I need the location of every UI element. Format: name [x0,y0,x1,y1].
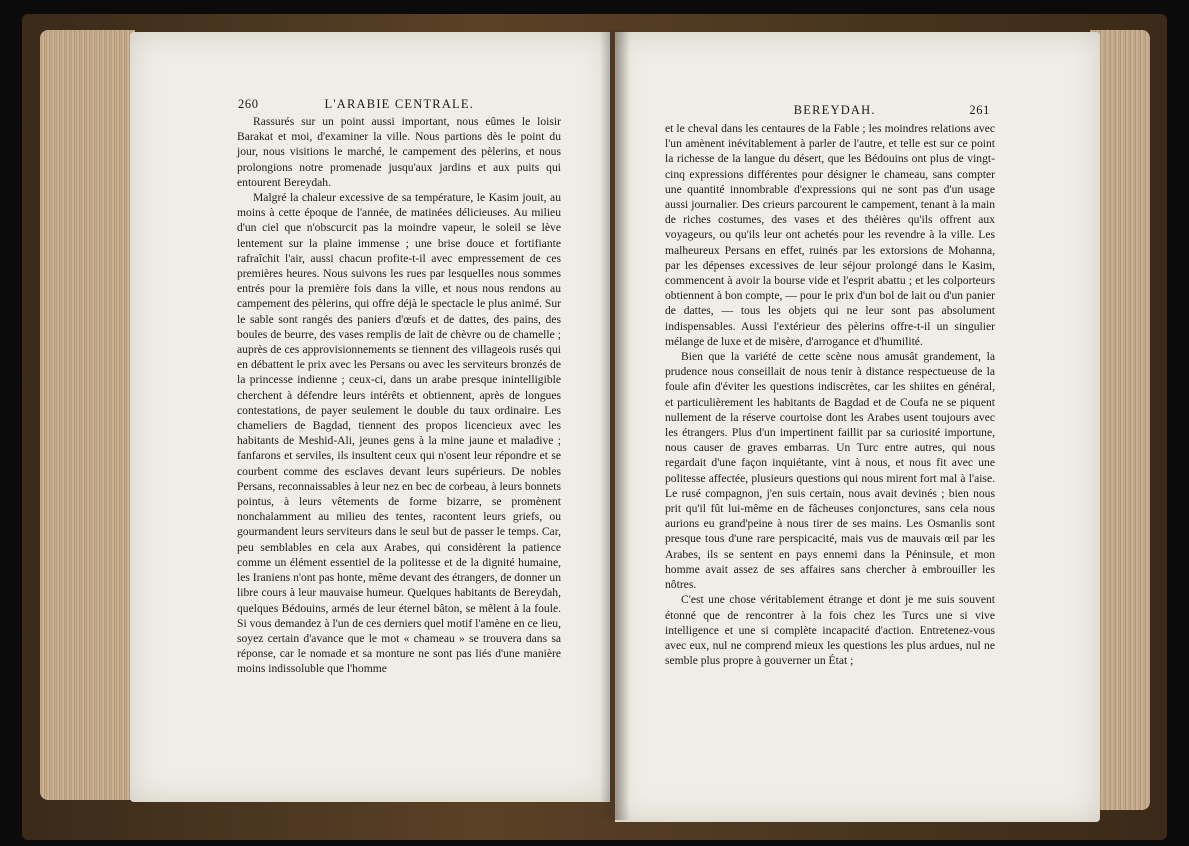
left-running-title: L'ARABIE CENTRALE. [324,97,475,111]
left-paragraph-1: Rassurés sur un point aussi important, nous eûmes le loisir Barakat et moi, d'examiner la ville. Nous partions dès le point du jour, nous visitions le marché, le campement des pèlerins, et nous prolongions notre promenade jusqu'aux jardins et aux puits qui entourent Bereydah. [237,115,561,189]
right-paragraph-1: et le cheval dans les centaures de la Fable ; les moindres relations avec l'un amènent inévitablement à parler de l'autre, et telle est sur ce point la richesse de la langue du désert, que les Bédouins ont plus de vingt-cinq expressions différentes pour désigner le chameau, sans compter une quantité innombrable d'expressions qui ne sont pas d'un usage aussi journalier. Des crieurs parcourent le campement, tenant à la main de riches costumes, des vases et des théières qu'ils offrent aux voyageurs, ou qu'ils leur ont achetés pour les revendre à la ville. Les malheureux Persans en effet, ruinés par les extorsions de Mohanna, par les dépenses excessives de leur séjour prolongé dans le Kasim, commencent à avoir la bourse vide et l'esprit abattu ; et les colporteurs obtiennent à bon compte, — pour le prix d'un bol de lait ou d'un panier de dattes, — tous les objets qui ne leur sont pas absolument indispensables. Aussi l'extérieur des pèlerins offre-t-il un singulier mélange de luxe et de misère, d'arrogance et d'humilité. [665,122,995,348]
left-paragraph-2: Malgré la chaleur excessive de sa température, le Kasim jouit, au moins à cette époque de l'année, de matinées délicieuses. Au milieu d'un ciel que n'obscurcit pas la moindre vapeur, le soleil se lève lentement sur la plaine immense ; une brise douce et fortifiante rafraîchit l'air, aussi chacun profite-t-il avec empressement de ces premières heures. Nous suivons les rues par lesquelles nous sommes entrés pour la première fois dans la ville, et nous nous rendons au campement des pèlerins, qui offre déjà le spectacle le plus animé. Sur le sable sont rangés des paniers d'œufs et de dattes, des pains, des boules de beurre, des vases remplis de lait de chèvre ou de chamelle ; auprès de ces approvisionnements se tiennent des villageois rusés qui en débattent le prix avec les Persans ou avec les serviteurs bronzés de la princesse indienne ; ceux-ci, dans un arabe presque inintelligible cherchent à défendre leurs intérêts et obtiennent, après de longues contestations, de payer seulement le double du taux ordinaire. Les chameliers de Bagdad, tiennent des propos licencieux avec les habitants de Meshid-Ali, jeunes gens à la mine jaune et maladive ; fanfarons et serviles, ils insultent ceux qui n'osent leur répondre et se courbent comme des esclaves devant leurs supérieurs. De nobles Persans, reconnaissables à leur nez en bec de corbeau, à leurs bonnets pointus, à leurs vêtements de forme bizarre, se promènent nonchalamment au milieu des tentes, racontent leurs griefs, ou gourmandent leurs serviteurs dans le seul but de passer le temps. Car, peu semblables en cela aux Arabes, qui considèrent la patience comme un élément essentiel de la politesse et de la dignité humaine, les Iraniens n'ont pas honte, même devant des étrangers, de donner un libre cours à leur mauvaise humeur. Quelques habitants de Bereydah, quelques Bédouins, armés de leur éternel bâton, se mêlent à la foule. Si vous demandez à l'un de ces derniers quel motif l'amène en ce lieu, soyez certain d'avance que le mot « chameau » se trouvera dans sa réponse, car le nomade et sa monture ne sont pas liés d'une manière moins indissoluble que l'homme [237,191,561,676]
right-paragraph-2: Bien que la variété de cette scène nous amusât grandement, la prudence nous conseillait de nous tenir à distance respectueuse de la foule afin d'éviter les questions indiscrètes, car les shiites en général, et particulièrement les habitants de Bagdad et de Coufa ne se piquent nullement de la réserve courtoise dont les Arabes usent toujours avec les étrangers. Plus d'un impertinent faillit par sa curiosité importune, nous causer de graves embarras. Un Turc entre autres, qui nous regardait d'une façon inquiétante, vint à nous, et nous fit avec une politesse affectée, plusieurs questions qui nous mirent fort mal à l'aise. Le rusé compagnon, j'en suis certain, nous avait devinés ; bien nous prit qu'il fût lui-même en de fâcheuses conjonctures, sans cela nous aurions eu grand'peine à nous tirer de ses mains. Les Osmanlis sont presque tous d'une rare perspicacité, mais vus de mauvais œil par les Arabes, ils se sentent en pays ennemi dans la Péninsule, et mon homme avait assez de ses affaires sans chercher à embrouiller les nôtres. [665,350,995,592]
left-page-text [237,114,561,677]
right-page-number: 261 [969,103,990,117]
left-page-number: 260 [238,97,259,111]
left-page-header [238,97,560,112]
right-paragraph-3: C'est une chose véritablement étrange et dont je me suis souvent étonné que de rencontrer à la fois chez les Turcs une si vive intelligence et une si complète incapacité d'action. Entretenez-vous avec eux, nul ne comprend mieux les questions les plus ardues, nul ne semble plus propre à gouverner un État ; [665,593,995,668]
right-page-header [680,103,990,118]
right-running-title: BEREYDAH. [793,103,876,117]
left-page-edges [40,30,135,800]
book-gutter [600,30,630,820]
right-page-text [665,121,995,668]
